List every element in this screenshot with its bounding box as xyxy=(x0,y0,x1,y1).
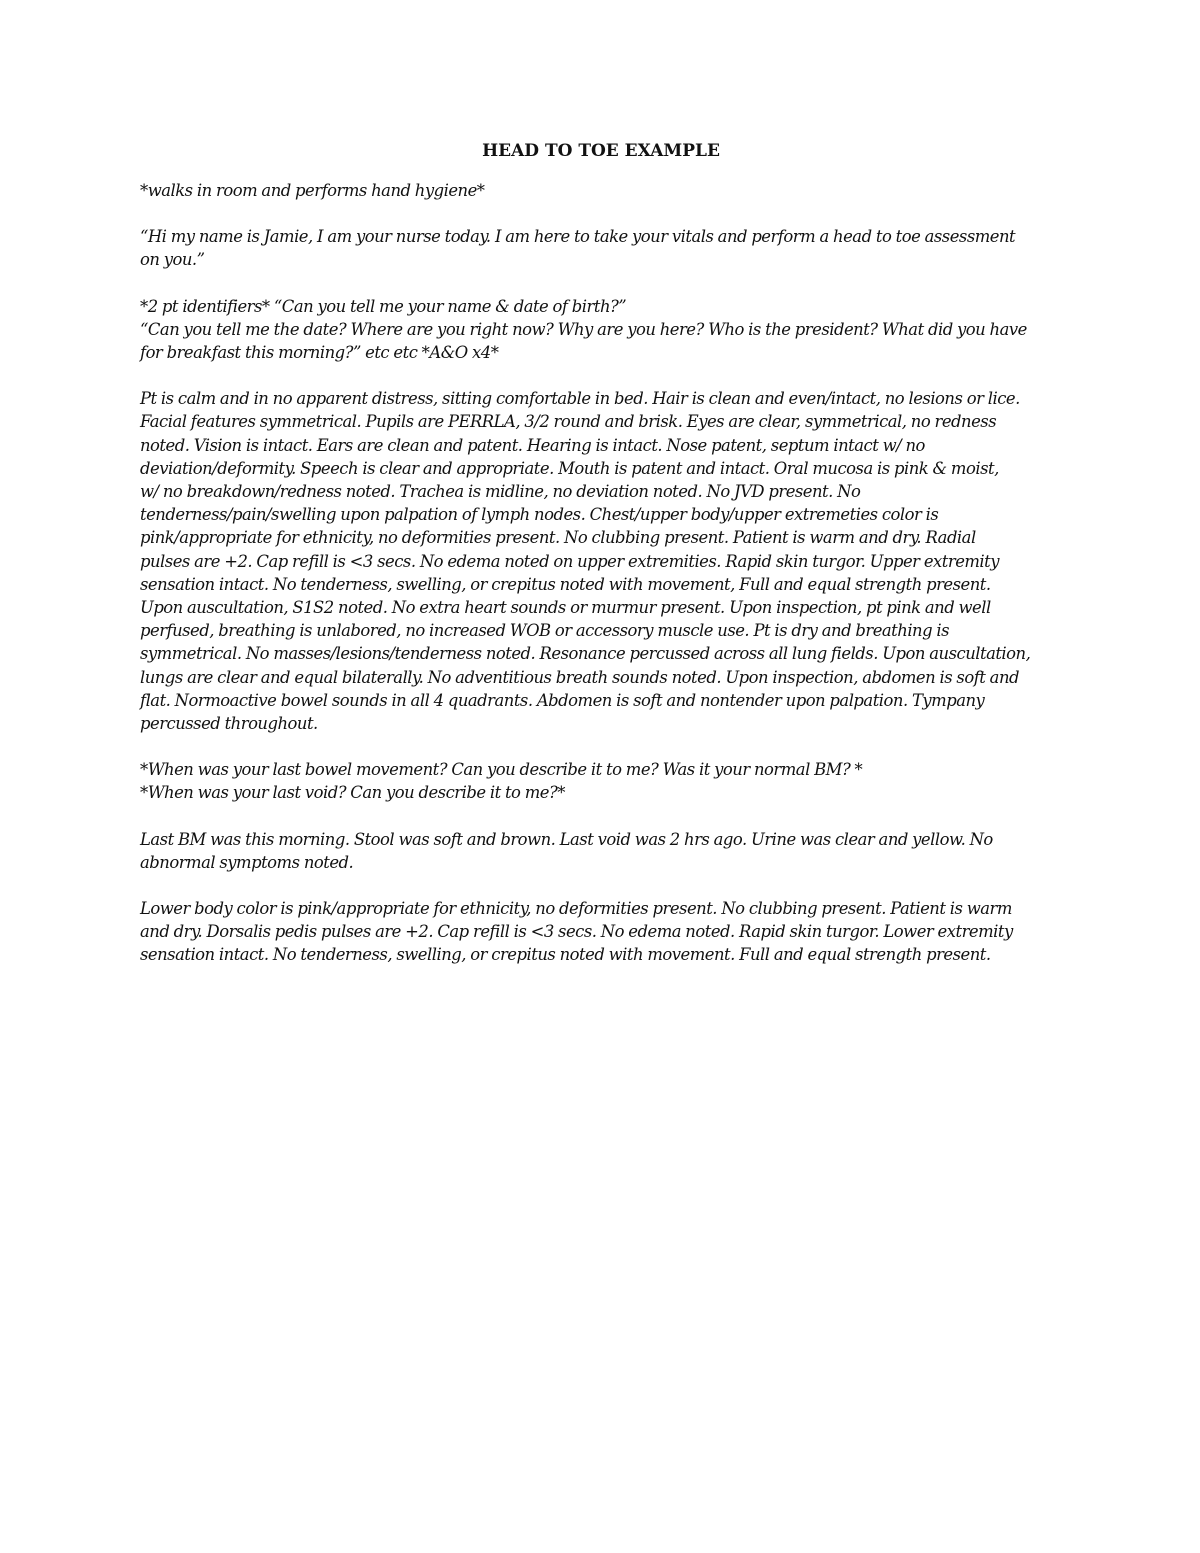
text-line: sensation intact. No tenderness, swelling, or crepitus noted with movement, Full and equal strength present. xyxy=(140,574,991,594)
text-line: *walks in room and performs hand hygiene* xyxy=(140,181,485,200)
text-line: sensation intact. No tenderness, swelling, or crepitus noted with movement. Full and equal strength present. xyxy=(140,945,991,965)
paragraph-introduction xyxy=(140,225,1062,271)
paragraph-hand-hygiene xyxy=(140,179,1062,202)
text-line: on you.” xyxy=(140,250,205,270)
text-line: *When was your last bowel movement? Can you describe it to me? Was it your normal BM? * xyxy=(140,760,863,780)
text-line: deviation/deformity. Speech is clear and appropriate. Mouth is patent and intact. Oral mucosa is pink & moist, xyxy=(140,458,999,478)
text-line: symmetrical. No masses/lesions/tenderness noted. Resonance percussed across all lung fields. Upon auscultation, xyxy=(140,644,1031,664)
text-line: pulses are +2. Cap refill is <3 secs. No edema noted on upper extremities. Rapid skin turgor. Upper extremity xyxy=(140,551,1000,571)
text-line: Lower body color is pink/appropriate for ethnicity, no deformities present. No clubbing present. Patient is warm xyxy=(140,899,1012,919)
text-line: Last BM was this morning. Stool was soft and brown. Last void was 2 hrs ago. Urine was clear and yellow. No xyxy=(140,829,993,849)
text-line: “Hi my name is Jamie, I am your nurse today. I am here to take your vitals and perform a head to toe assessment xyxy=(140,227,1016,247)
paragraph-list xyxy=(140,179,1062,967)
paragraph-assessment-findings xyxy=(140,387,1062,735)
document-body xyxy=(140,140,1062,990)
text-line: for breakfast this morning?” etc etc *A&O x4* xyxy=(140,343,499,363)
paragraph-lower-body-findings xyxy=(140,897,1062,967)
text-line: perfused, breathing is unlabored, no increased WOB or accessory muscle use. Pt is dry and breathing is xyxy=(140,621,950,641)
text-line: Facial features symmetrical. Pupils are PERRLA, 3/2 round and brisk. Eyes are clear, symmetrical, no redness xyxy=(140,412,997,432)
paragraph-patient-identification xyxy=(140,295,1062,365)
text-line: pink/appropriate for ethnicity, no deformities present. No clubbing present. Patient is warm and dry. Radial xyxy=(140,528,976,548)
text-line: Pt is calm and in no apparent distress, sitting comfortable in bed. Hair is clean and even/intact, no lesions or lice. xyxy=(140,389,1020,409)
text-line: w/ no breakdown/redness noted. Trachea is midline, no deviation noted. No JVD present. No xyxy=(140,482,861,502)
document-title: HEAD TO TOE EXAMPLE xyxy=(482,141,720,161)
text-line: noted. Vision is intact. Ears are clean and patent. Hearing is intact. Nose patent, septum intact w/ no xyxy=(140,435,925,455)
text-line: and dry. Dorsalis pedis pulses are +2. Cap refill is <3 secs. No edema noted. Rapid skin turgor. Lower extremity xyxy=(140,922,1013,942)
paragraph-elimination-findings xyxy=(140,828,1062,874)
text-line: abnormal symptoms noted. xyxy=(140,852,354,872)
text-line: *2 pt identifiers* “Can you tell me your name & date of birth?” xyxy=(140,296,627,316)
text-line: tenderness/pain/swelling upon palpation of lymph nodes. Chest/upper body/upper extremeties color is xyxy=(140,505,939,525)
text-line: *When was your last void? Can you describe it to me?* xyxy=(140,783,565,803)
text-line: Upon auscultation, S1S2 noted. No extra heart sounds or murmur present. Upon inspection, pt pink and well xyxy=(140,598,991,618)
text-line: flat. Normoactive bowel sounds in all 4 quadrants. Abdomen is soft and nontender upon palpation. Tympany xyxy=(140,690,985,710)
text-line: percussed throughout. xyxy=(140,714,318,734)
text-line: lungs are clear and equal bilaterally. No adventitious breath sounds noted. Upon inspection, abdomen is soft and xyxy=(140,667,1019,687)
text-line: “Can you tell me the date? Where are you right now? Why are you here? Who is the president? What did you have xyxy=(140,319,1027,339)
paragraph-elimination-questions xyxy=(140,758,1062,804)
